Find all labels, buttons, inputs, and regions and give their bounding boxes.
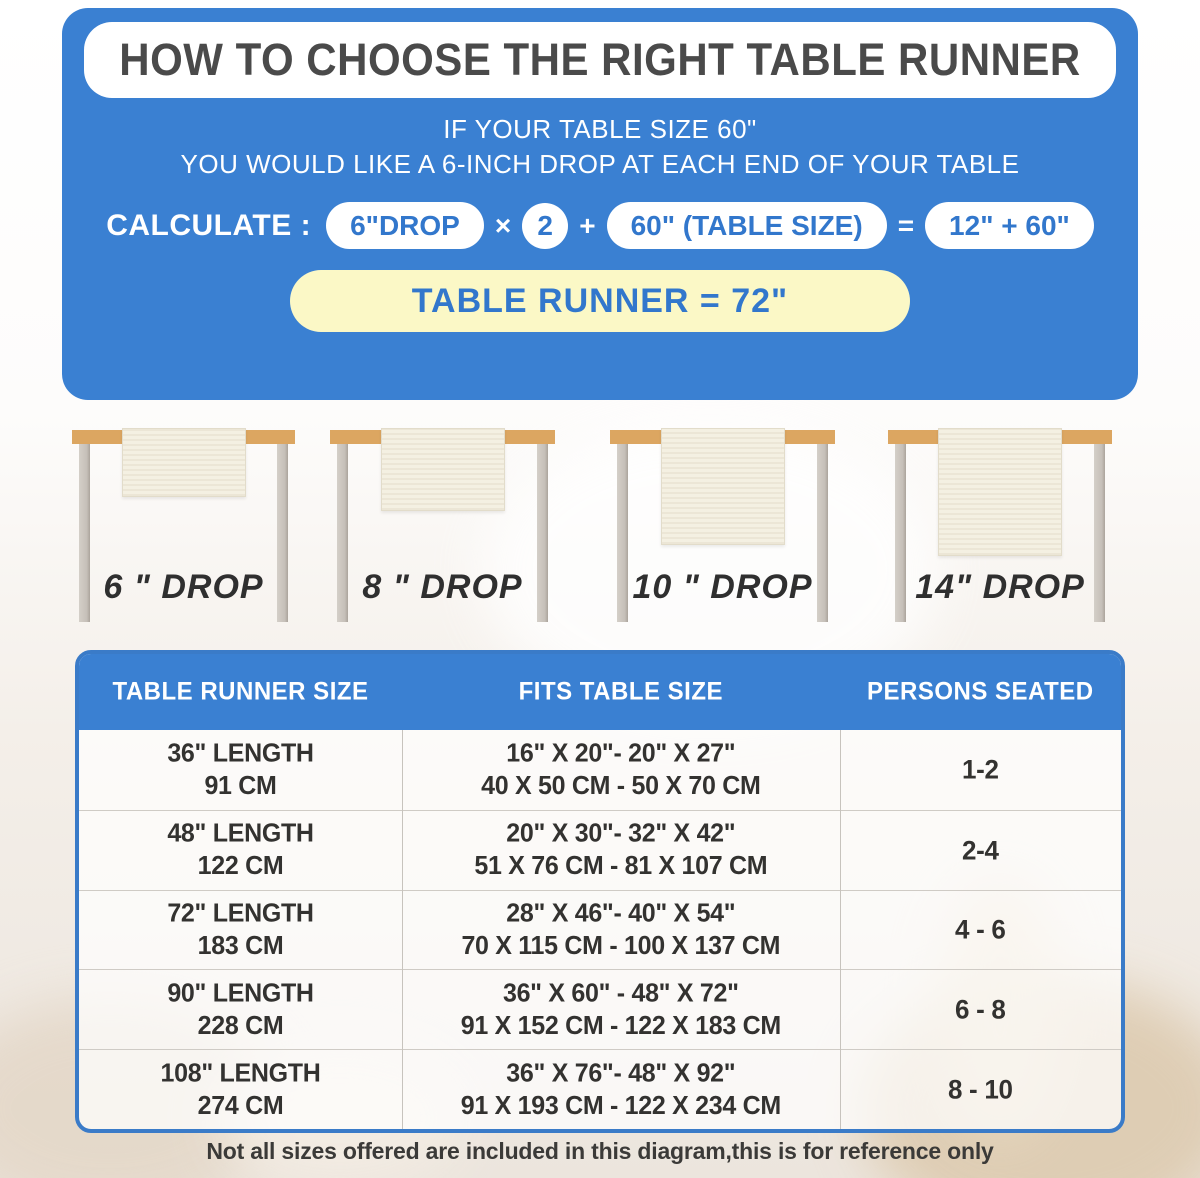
fits-table-size-cell: 16" X 20"- 20" X 27" 40 X 50 CM - 50 X 70 CM [481, 738, 761, 801]
runner-size-cell: 48" LENGTH 122 CM [167, 818, 314, 881]
table-runner-drape [122, 428, 246, 497]
plus-sign: + [579, 209, 596, 241]
fits-table-size-cell: 20" X 30"- 32" X 42" 51 X 76 CM - 81 X 107 CM [474, 818, 768, 881]
drop-label: 6 " DROP [103, 568, 264, 606]
fits-table-size-cell: 36" X 60" - 48" X 72" 91 X 152 CM - 122 X 183 CM [460, 978, 781, 1040]
persons-seated-cell: 6 - 8 [955, 993, 1006, 1025]
title-banner [84, 22, 1116, 98]
fits-table-size-cell: 36" X 76"- 48" X 92" 91 X 193 CM - 122 X 234 CM [460, 1058, 781, 1120]
persons-seated-cell: 8 - 10 [947, 1073, 1013, 1105]
persons-seated-cell: 1-2 [961, 753, 999, 785]
instruction-panel [62, 8, 1138, 400]
drop-label: 14" DROP [915, 568, 1085, 606]
header-fits-table-size: FITS TABLE SIZE [518, 677, 724, 706]
table-row [79, 810, 1121, 890]
table-row [79, 730, 1121, 810]
table-runner-drape [661, 428, 785, 545]
subtitle-line-1: IF YOUR TABLE SIZE 60" [443, 114, 757, 144]
footer-disclaimer: Not all sizes offered are included in this diagram,this is for reference only [206, 1138, 994, 1164]
table-illustration-8in [330, 428, 555, 654]
runner-size-cell: 108" LENGTH 274 CM [160, 1058, 321, 1120]
persons-seated-cell: 2-4 [961, 834, 999, 866]
persons-seated-cell: 4 - 6 [955, 913, 1006, 946]
drop-label: 8 " DROP [362, 568, 523, 606]
table-row [79, 890, 1121, 970]
size-table-body [79, 730, 1121, 1129]
runner-size-cell: 72" LENGTH 183 CM [167, 898, 314, 961]
table-row [79, 1049, 1121, 1129]
multiply-sign: × [494, 209, 512, 241]
drop-illustrations [0, 428, 1200, 654]
fits-table-size-cell: 28" X 46"- 40" X 54" 70 X 115 CM - 100 X 137 CM [461, 898, 781, 961]
calculate-label: CALCULATE : [106, 208, 312, 242]
equals-sign: = [897, 209, 915, 241]
multiplier-circle: 2 [522, 203, 568, 249]
subtitle-line-2: YOU WOULD LIKE A 6-INCH DROP AT EACH END OF YOUR TABLE [180, 149, 1020, 179]
runner-size-cell: 90" LENGTH 228 CM [167, 978, 314, 1040]
size-chart-header [79, 654, 1121, 730]
header-persons-seated: PERSONS SEATED [867, 677, 1094, 706]
sum-pill: 12" + 60" [925, 202, 1094, 249]
calculation-row [84, 202, 1116, 249]
drop-label: 10 " DROP [632, 568, 813, 606]
table-illustration-6in [72, 428, 295, 654]
subtitle [84, 112, 1116, 182]
result-row [84, 270, 1116, 332]
table-size-pill: 60" (TABLE SIZE) [607, 202, 887, 249]
table-illustration-10in [610, 428, 835, 654]
table-runner-drape [381, 428, 505, 511]
drop-value-pill: 6"DROP [326, 202, 484, 249]
table-row [79, 969, 1121, 1049]
page-title: HOW TO CHOOSE THE RIGHT TABLE RUNNER [119, 34, 1081, 85]
table-runner-drape [938, 428, 1062, 556]
size-chart-panel [75, 650, 1125, 1133]
table-illustration-14in [888, 428, 1112, 654]
header-runner-size: TABLE RUNNER SIZE [112, 677, 369, 706]
runner-size-cell: 36" LENGTH 91 CM [167, 738, 314, 801]
result-pill: TABLE RUNNER = 72" [290, 270, 910, 332]
